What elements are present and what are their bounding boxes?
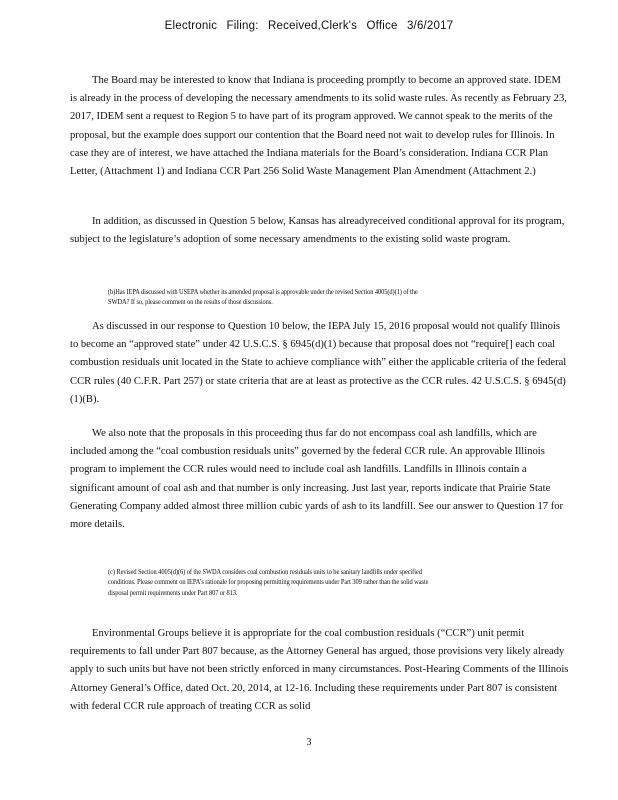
- question-b: (b)Has IEPA discussed with USEPA whether its amended proposal is approvable under the revised Section 4005(d)(1) of the SWDA? If so, please comment on the results of those discussions.: [108, 288, 418, 307]
- paragraph-environmental-groups: Environmental Groups believe it is appropriate for the coal combustion residuals (“CCR”) unit permit requirements to fall under Part 807 because, as the Attorney General has argued, those provisions very likely already apply to such units but have not been strictly enforced in many circumstances. Post-Hearing Comments of the Illinois Attorney General’s Office, dated Oct. 20, 2014, at 12-16. Including these requirements under Part 807 is consistent with federal CCR rule approach of treating CCR as solid: [70, 628, 569, 712]
- paragraph-kansas: In addition, as discussed in Question 5 below, Kansas has alreadyreceived conditional approval for its program, subject to the legislature’s adoption of some necessary amendments to the existing solid waste program.: [70, 216, 565, 246]
- question-c: (c) Revised Section 4005(d)(6) of the SWDA considers coal combustion residuals units to be sanitary landfills under specified conditions. Please comment on IEPA’s rationale for proposing permitting requirements under Part 309 rather than the solid waste disposal permit requirements under Part 807 or 813.: [108, 568, 429, 597]
- filing-header: Electronic Filing: Received,Clerk's Office 3/6/2017: [164, 20, 454, 32]
- page-number: 3: [306, 737, 312, 748]
- paragraph-iepa-proposal: As discussed in our response to Question 10 below, the IEPA July 15, 2016 proposal would not qualify Illinois to become an “approved state” under 42 U.S.C.S. § 6945(d)(1) because that proposal does not “require[] each coal combustion residuals unit located in the State to achieve compliance with” either the applicable criteria of the federal CCR rules (40 C.F.R. Part 257) or state criteria that are at least as protective as the CCR rules. 42 U.S.C.S. § 6945(d)(1)(B).: [70, 321, 567, 405]
- paragraph-indiana: The Board may be interested to know that Indiana is proceeding promptly to become an approved state. IDEM is already in the process of developing the necessary amendments to its solid waste rules. As recently as February 23, 2017, IDEM sent a request to Region 5 to have part of its program approved. We cannot speak to the merits of the proposal, but the example does support our contention that the Board need not wait to develop rules for Illinois. In case they are of interest, we have attached the Indiana materials for the Board’s consideration. Indiana CCR Plan Letter, (Attachment 1) and Indiana CCR Part 256 Solid Waste Management Plan Amendment (Attachment 2.): [70, 75, 567, 178]
- paragraph-coal-ash-landfills: We also note that the proposals in this proceeding thus far do not encompass coal ash landfills, which are included among the “coal combustion residuals units” governed by the federal CCR rule. An approvable Illinois program to implement the CCR rules would need to include coal ash landfills. Landfills in Illinois contain a significant amount of coal ash and that number is only increasing. Just last year, reports indicate that Prairie State Generating Company added almost three million cubic yards of ash to its landfill. See our answer to Question 17 for more details.: [70, 428, 564, 531]
